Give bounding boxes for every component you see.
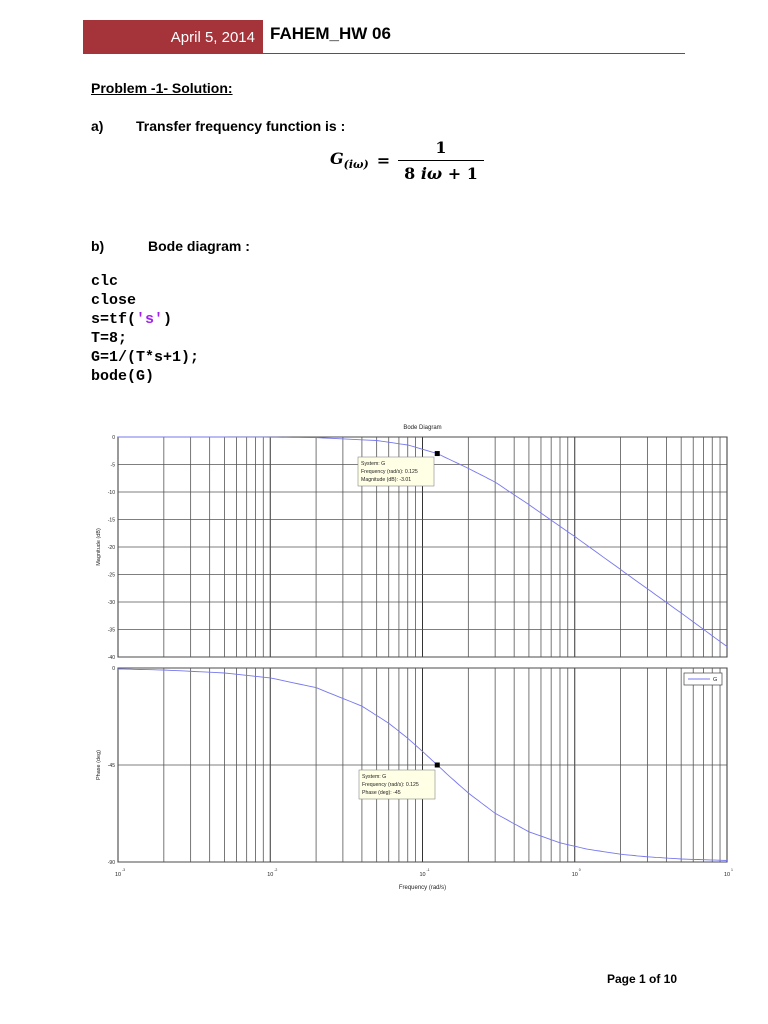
legend-entry-label: G xyxy=(713,677,718,683)
code-line: bode(G) xyxy=(91,368,155,385)
part-a-text: Transfer frequency function is : xyxy=(136,118,346,134)
magnitude-y-tick-label: -30 xyxy=(107,600,115,606)
magnitude-y-tick-label: -40 xyxy=(107,655,115,661)
problem-title: Problem -1- Solution: xyxy=(91,80,233,96)
x-tick-label: 10 xyxy=(114,872,122,878)
phase-datatip-system: System: G xyxy=(362,774,387,780)
code-string-literal: 's' xyxy=(136,311,164,328)
magnitude-y-tick-label: -10 xyxy=(107,490,115,496)
phase-datatip-frequency: Frequency (rad/s): 0.125 xyxy=(362,782,419,788)
x-tick-label: 10 xyxy=(723,872,731,878)
phase-datatip-value: Phase (deg): -45 xyxy=(362,790,401,796)
x-tick-exponent: -2 xyxy=(274,868,278,872)
header-date: April 5, 2014 xyxy=(83,20,263,54)
equation-numerator: 1 xyxy=(435,138,447,157)
magnitude-y-tick-label: -15 xyxy=(107,517,115,524)
part-b-text: Bode diagram : xyxy=(148,238,250,254)
x-tick-exponent: 0 xyxy=(578,868,581,872)
x-tick-label: 10 xyxy=(571,872,578,878)
x-tick-label: 10 xyxy=(267,872,274,878)
phase-y-tick-label: -45 xyxy=(107,763,115,769)
x-tick-exponent: -1 xyxy=(426,868,430,872)
magnitude-datatip-frequency: Frequency (rad/s): 0.125 xyxy=(361,469,418,475)
magnitude-datatip-marker xyxy=(435,451,440,456)
magnitude-y-tick-label: -5 xyxy=(110,462,115,469)
part-a-label: a) xyxy=(91,118,104,134)
equation-equals: = xyxy=(376,151,391,170)
phase-y-tick-label: -90 xyxy=(107,860,115,866)
x-tick-exponent: -3 xyxy=(122,868,126,872)
x-tick-exponent: 1 xyxy=(731,868,733,872)
code-line: T=8; xyxy=(91,330,128,347)
magnitude-y-tick-label: 0 xyxy=(112,435,115,441)
x-axis-label: Frequency (rad/s) xyxy=(398,885,447,891)
x-tick-label: 10 xyxy=(419,872,426,878)
magnitude-y-axis-label: Magnitude (dB) xyxy=(96,528,102,566)
chart-title: Bode Diagram xyxy=(403,425,442,431)
phase-y-axis-label: Phase (deg) xyxy=(96,750,102,780)
equation-lhs: $G_{(i\omega)}$ xyxy=(330,149,369,172)
page-number: Page 1 of 10 xyxy=(607,972,678,986)
code-line: s=tf('s') xyxy=(91,311,173,328)
code-line: close xyxy=(91,292,137,309)
code-line: G=1/(T*s+1); xyxy=(91,349,200,366)
magnitude-datatip-system: System: G xyxy=(361,461,386,467)
equation-denominator: 8 iω + 1 xyxy=(398,160,484,183)
code-line: clc xyxy=(91,273,119,290)
magnitude-y-tick-label: -25 xyxy=(107,572,115,579)
magnitude-datatip-value: Magnitude (dB): -3.01 xyxy=(361,477,412,483)
part-b-label: b) xyxy=(91,238,105,254)
header-title: FAHEM_HW 06 xyxy=(270,24,391,43)
phase-y-tick-label: 0 xyxy=(112,666,115,672)
magnitude-y-tick-label: -20 xyxy=(107,545,115,551)
phase-datatip-marker xyxy=(435,763,440,768)
magnitude-y-tick-label: -35 xyxy=(107,627,115,634)
